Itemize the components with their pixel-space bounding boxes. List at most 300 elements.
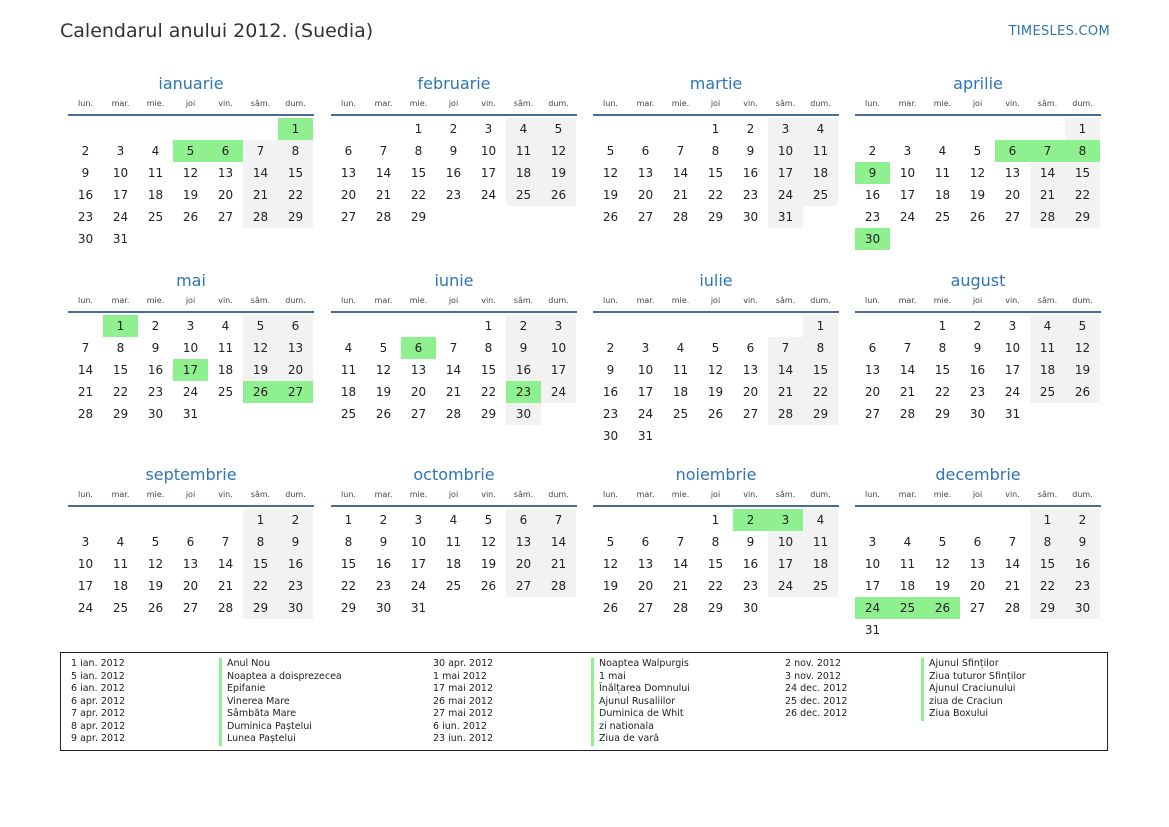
day-cell[interactable]: 11 [899,557,916,571]
day-cell[interactable]: 15 [278,162,313,184]
day-cell[interactable]: 19 [602,188,619,202]
day-cell[interactable]: 1 [344,513,353,527]
day-cell[interactable]: 14 [445,363,462,377]
day-cell[interactable]: 17 [768,162,803,184]
day-cell[interactable]: 25 [803,184,838,206]
day-cell[interactable]: 12 [602,166,619,180]
day-cell[interactable]: 3 [541,315,576,337]
day-cell[interactable]: 13 [969,557,986,571]
day-cell[interactable]: 20 [742,385,759,399]
day-cell[interactable]: 21 [217,579,234,593]
day-cell[interactable]: 19 [541,162,576,184]
day-cell[interactable]: 17 [637,385,654,399]
day-cell[interactable]: 13 [1004,166,1021,180]
day-cell[interactable]: 19 [182,188,199,202]
day-cell[interactable]: 10 [1004,341,1021,355]
day-cell[interactable]: 27 [742,407,759,421]
day-cell[interactable]: 5 [484,513,493,527]
day-cell[interactable]: 24 [768,184,803,206]
day-cell[interactable]: 2 [746,122,755,136]
day-cell[interactable]: 5 [938,535,947,549]
holiday-day-cell[interactable]: 6 [995,140,1030,162]
day-cell[interactable]: 13 [410,363,427,377]
day-cell[interactable]: 7 [449,341,458,355]
day-cell[interactable]: 26 [969,210,986,224]
day-cell[interactable]: 4 [151,144,160,158]
day-cell[interactable]: 26 [602,601,619,615]
day-cell[interactable]: 9 [379,535,388,549]
day-cell[interactable]: 21 [672,188,689,202]
day-cell[interactable]: 30 [1065,597,1100,619]
day-cell[interactable]: 25 [340,407,357,421]
holiday-day-cell[interactable]: 3 [768,509,803,531]
day-cell[interactable]: 9 [449,144,458,158]
day-cell[interactable]: 20 [1004,188,1021,202]
day-cell[interactable]: 11 [445,535,462,549]
day-cell[interactable]: 12 [182,166,199,180]
day-cell[interactable]: 10 [77,557,94,571]
day-cell[interactable]: 6 [641,144,650,158]
day-cell[interactable]: 18 [934,188,951,202]
day-cell[interactable]: 8 [484,341,493,355]
day-cell[interactable]: 17 [112,188,129,202]
day-cell[interactable]: 11 [672,363,689,377]
day-cell[interactable]: 22 [243,575,278,597]
day-cell[interactable]: 5 [973,144,982,158]
day-cell[interactable]: 6 [746,341,755,355]
day-cell[interactable]: 8 [116,341,125,355]
day-cell[interactable]: 13 [340,166,357,180]
day-cell[interactable]: 22 [480,385,497,399]
day-cell[interactable]: 26 [147,601,164,615]
day-cell[interactable]: 22 [707,579,724,593]
day-cell[interactable]: 20 [969,579,986,593]
day-cell[interactable]: 26 [541,184,576,206]
day-cell[interactable]: 21 [1004,579,1021,593]
day-cell[interactable]: 13 [637,557,654,571]
day-cell[interactable]: 8 [1030,531,1065,553]
day-cell[interactable]: 28 [672,601,689,615]
day-cell[interactable]: 22 [410,188,427,202]
day-cell[interactable]: 29 [803,403,838,425]
day-cell[interactable]: 9 [746,144,755,158]
day-cell[interactable]: 9 [1065,531,1100,553]
day-cell[interactable]: 13 [742,363,759,377]
day-cell[interactable]: 22 [278,184,313,206]
day-cell[interactable]: 3 [1008,319,1017,333]
day-cell[interactable]: 5 [151,535,160,549]
day-cell[interactable]: 12 [1065,337,1100,359]
day-cell[interactable]: 20 [340,188,357,202]
day-cell[interactable]: 20 [506,553,541,575]
day-cell[interactable]: 28 [243,206,278,228]
day-cell[interactable]: 26 [375,407,392,421]
day-cell[interactable]: 25 [217,385,234,399]
day-cell[interactable]: 18 [672,385,689,399]
day-cell[interactable]: 10 [637,363,654,377]
day-cell[interactable]: 20 [637,579,654,593]
day-cell[interactable]: 24 [899,210,916,224]
day-cell[interactable]: 23 [969,385,986,399]
holiday-day-cell[interactable]: 5 [173,140,208,162]
day-cell[interactable]: 2 [506,315,541,337]
day-cell[interactable]: 17 [410,557,427,571]
day-cell[interactable]: 22 [112,385,129,399]
day-cell[interactable]: 10 [864,557,881,571]
day-cell[interactable]: 12 [602,557,619,571]
day-cell[interactable]: 5 [1065,315,1100,337]
day-cell[interactable]: 1 [243,509,278,531]
day-cell[interactable]: 5 [606,535,615,549]
day-cell[interactable]: 16 [742,166,759,180]
day-cell[interactable]: 19 [969,188,986,202]
day-cell[interactable]: 9 [278,531,313,553]
day-cell[interactable]: 12 [147,557,164,571]
day-cell[interactable]: 6 [344,144,353,158]
day-cell[interactable]: 17 [768,553,803,575]
day-cell[interactable]: 11 [340,363,357,377]
holiday-day-cell[interactable]: 1 [278,118,313,140]
day-cell[interactable]: 22 [707,188,724,202]
day-cell[interactable]: 15 [243,553,278,575]
day-cell[interactable]: 23 [1065,575,1100,597]
day-cell[interactable]: 29 [707,210,724,224]
day-cell[interactable]: 14 [541,531,576,553]
day-cell[interactable]: 4 [803,509,838,531]
day-cell[interactable]: 25 [1030,381,1065,403]
day-cell[interactable]: 8 [344,535,353,549]
day-cell[interactable]: 23 [375,579,392,593]
day-cell[interactable]: 2 [973,319,982,333]
day-cell[interactable]: 25 [506,184,541,206]
day-cell[interactable]: 15 [340,557,357,571]
holiday-day-cell[interactable]: 1 [103,315,138,337]
day-cell[interactable]: 4 [116,535,125,549]
holiday-day-cell[interactable]: 30 [855,228,890,250]
day-cell[interactable]: 14 [672,557,689,571]
day-cell[interactable]: 9 [973,341,982,355]
day-cell[interactable]: 22 [340,579,357,593]
day-cell[interactable]: 21 [77,385,94,399]
day-cell[interactable]: 5 [541,118,576,140]
day-cell[interactable]: 3 [414,513,423,527]
day-cell[interactable]: 28 [375,210,392,224]
day-cell[interactable]: 20 [410,385,427,399]
day-cell[interactable]: 3 [903,144,912,158]
day-cell[interactable]: 12 [480,535,497,549]
day-cell[interactable]: 16 [278,553,313,575]
day-cell[interactable]: 31 [637,429,654,443]
day-cell[interactable]: 4 [221,319,230,333]
day-cell[interactable]: 7 [81,341,90,355]
day-cell[interactable]: 12 [969,166,986,180]
day-cell[interactable]: 10 [182,341,199,355]
day-cell[interactable]: 15 [803,359,838,381]
day-cell[interactable]: 1 [1030,509,1065,531]
holiday-day-cell[interactable]: 26 [925,597,960,619]
day-cell[interactable]: 7 [768,337,803,359]
day-cell[interactable]: 17 [480,166,497,180]
day-cell[interactable]: 11 [934,166,951,180]
day-cell[interactable]: 12 [934,557,951,571]
day-cell[interactable]: 16 [77,188,94,202]
day-cell[interactable]: 14 [217,557,234,571]
day-cell[interactable]: 19 [1065,359,1100,381]
holiday-day-cell[interactable]: 17 [173,359,208,381]
day-cell[interactable]: 18 [112,579,129,593]
day-cell[interactable]: 19 [707,385,724,399]
day-cell[interactable]: 8 [414,144,423,158]
day-cell[interactable]: 11 [147,166,164,180]
day-cell[interactable]: 28 [1030,206,1065,228]
day-cell[interactable]: 10 [899,166,916,180]
holiday-day-cell[interactable]: 6 [401,337,436,359]
day-cell[interactable]: 30 [77,232,94,246]
day-cell[interactable]: 15 [707,166,724,180]
day-cell[interactable]: 7 [676,144,685,158]
day-cell[interactable]: 18 [445,557,462,571]
day-cell[interactable]: 30 [742,210,759,224]
day-cell[interactable]: 31 [1004,407,1021,421]
day-cell[interactable]: 4 [903,535,912,549]
holiday-day-cell[interactable]: 27 [278,381,313,403]
day-cell[interactable]: 2 [1065,509,1100,531]
day-cell[interactable]: 25 [672,407,689,421]
day-cell[interactable]: 9 [81,166,90,180]
day-cell[interactable]: 8 [711,535,720,549]
day-cell[interactable]: 5 [711,341,720,355]
day-cell[interactable]: 13 [278,337,313,359]
day-cell[interactable]: 14 [375,166,392,180]
day-cell[interactable]: 23 [864,210,881,224]
day-cell[interactable]: 17 [77,579,94,593]
day-cell[interactable]: 28 [541,575,576,597]
day-cell[interactable]: 10 [410,535,427,549]
day-cell[interactable]: 16 [602,385,619,399]
day-cell[interactable]: 21 [899,385,916,399]
day-cell[interactable]: 1 [1065,118,1100,140]
day-cell[interactable]: 27 [217,210,234,224]
day-cell[interactable]: 28 [77,407,94,421]
day-cell[interactable]: 8 [803,337,838,359]
day-cell[interactable]: 11 [803,531,838,553]
day-cell[interactable]: 23 [602,407,619,421]
day-cell[interactable]: 18 [147,188,164,202]
day-cell[interactable]: 3 [81,535,90,549]
day-cell[interactable]: 12 [707,363,724,377]
day-cell[interactable]: 1 [711,513,720,527]
day-cell[interactable]: 16 [445,166,462,180]
day-cell[interactable]: 17 [899,188,916,202]
day-cell[interactable]: 11 [217,341,234,355]
day-cell[interactable]: 14 [899,363,916,377]
day-cell[interactable]: 15 [707,557,724,571]
day-cell[interactable]: 17 [541,359,576,381]
day-cell[interactable]: 23 [147,385,164,399]
day-cell[interactable]: 16 [969,363,986,377]
day-cell[interactable]: 14 [1030,162,1065,184]
day-cell[interactable]: 19 [934,579,951,593]
day-cell[interactable]: 29 [278,206,313,228]
day-cell[interactable]: 16 [506,359,541,381]
day-cell[interactable]: 29 [1065,206,1100,228]
day-cell[interactable]: 3 [868,535,877,549]
day-cell[interactable]: 11 [803,140,838,162]
day-cell[interactable]: 1 [711,122,720,136]
day-cell[interactable]: 9 [746,535,755,549]
day-cell[interactable]: 31 [410,601,427,615]
day-cell[interactable]: 2 [151,319,160,333]
day-cell[interactable]: 27 [182,601,199,615]
day-cell[interactable]: 8 [938,341,947,355]
day-cell[interactable]: 10 [541,337,576,359]
day-cell[interactable]: 19 [243,359,278,381]
day-cell[interactable]: 9 [606,363,615,377]
day-cell[interactable]: 24 [410,579,427,593]
day-cell[interactable]: 28 [899,407,916,421]
day-cell[interactable]: 14 [77,363,94,377]
day-cell[interactable]: 18 [899,579,916,593]
day-cell[interactable]: 14 [768,359,803,381]
day-cell[interactable]: 27 [506,575,541,597]
day-cell[interactable]: 1 [484,319,493,333]
day-cell[interactable]: 12 [243,337,278,359]
day-cell[interactable]: 27 [637,210,654,224]
day-cell[interactable]: 1 [803,315,838,337]
day-cell[interactable]: 24 [112,210,129,224]
day-cell[interactable]: 3 [484,122,493,136]
day-cell[interactable]: 2 [449,122,458,136]
holiday-day-cell[interactable]: 26 [243,381,278,403]
day-cell[interactable]: 20 [278,359,313,381]
day-cell[interactable]: 10 [768,531,803,553]
day-cell[interactable]: 6 [973,535,982,549]
day-cell[interactable]: 5 [379,341,388,355]
day-cell[interactable]: 3 [768,118,803,140]
day-cell[interactable]: 24 [182,385,199,399]
day-cell[interactable]: 6 [506,509,541,531]
day-cell[interactable]: 16 [742,557,759,571]
day-cell[interactable]: 27 [1004,210,1021,224]
day-cell[interactable]: 18 [1030,359,1065,381]
day-cell[interactable]: 28 [768,403,803,425]
day-cell[interactable]: 23 [742,579,759,593]
day-cell[interactable]: 29 [1030,597,1065,619]
day-cell[interactable]: 30 [147,407,164,421]
day-cell[interactable]: 22 [934,385,951,399]
day-cell[interactable]: 23 [742,188,759,202]
day-cell[interactable]: 11 [1030,337,1065,359]
day-cell[interactable]: 16 [864,188,881,202]
day-cell[interactable]: 25 [445,579,462,593]
day-cell[interactable]: 28 [1004,601,1021,615]
day-cell[interactable]: 16 [375,557,392,571]
holiday-day-cell[interactable]: 23 [506,381,541,403]
day-cell[interactable]: 17 [1004,363,1021,377]
day-cell[interactable]: 11 [506,140,541,162]
day-cell[interactable]: 7 [243,140,278,162]
day-cell[interactable]: 15 [1030,553,1065,575]
day-cell[interactable]: 4 [1030,315,1065,337]
day-cell[interactable]: 7 [1008,535,1017,549]
day-cell[interactable]: 12 [541,140,576,162]
day-cell[interactable]: 24 [1004,385,1021,399]
day-cell[interactable]: 19 [602,579,619,593]
day-cell[interactable]: 20 [864,385,881,399]
day-cell[interactable]: 13 [182,557,199,571]
day-cell[interactable]: 25 [803,575,838,597]
day-cell[interactable]: 26 [602,210,619,224]
day-cell[interactable]: 27 [340,210,357,224]
day-cell[interactable]: 26 [1065,381,1100,403]
day-cell[interactable]: 2 [379,513,388,527]
day-cell[interactable]: 9 [506,337,541,359]
day-cell[interactable]: 22 [1065,184,1100,206]
day-cell[interactable]: 16 [147,363,164,377]
day-cell[interactable]: 25 [147,210,164,224]
day-cell[interactable]: 15 [1065,162,1100,184]
day-cell[interactable]: 13 [637,166,654,180]
day-cell[interactable]: 20 [182,579,199,593]
holiday-day-cell[interactable]: 6 [208,140,243,162]
day-cell[interactable]: 16 [1065,553,1100,575]
day-cell[interactable]: 7 [903,341,912,355]
day-cell[interactable]: 30 [278,597,313,619]
day-cell[interactable]: 20 [217,188,234,202]
day-cell[interactable]: 7 [379,144,388,158]
day-cell[interactable]: 29 [480,407,497,421]
day-cell[interactable]: 23 [278,575,313,597]
day-cell[interactable]: 18 [340,385,357,399]
day-cell[interactable]: 24 [541,381,576,403]
day-cell[interactable]: 14 [1004,557,1021,571]
day-cell[interactable]: 2 [868,144,877,158]
day-cell[interactable]: 2 [81,144,90,158]
day-cell[interactable]: 2 [278,509,313,531]
brand-link[interactable]: TIMESLES.COM [1008,24,1110,39]
day-cell[interactable]: 6 [641,535,650,549]
day-cell[interactable]: 3 [641,341,650,355]
day-cell[interactable]: 15 [112,363,129,377]
day-cell[interactable]: 6 [186,535,195,549]
day-cell[interactable]: 11 [112,557,129,571]
day-cell[interactable]: 21 [243,184,278,206]
day-cell[interactable]: 4 [676,341,685,355]
day-cell[interactable]: 5 [243,315,278,337]
day-cell[interactable]: 21 [1030,184,1065,206]
holiday-day-cell[interactable]: 7 [1030,140,1065,162]
day-cell[interactable]: 27 [410,407,427,421]
day-cell[interactable]: 21 [541,553,576,575]
day-cell[interactable]: 31 [182,407,199,421]
day-cell[interactable]: 29 [934,407,951,421]
day-cell[interactable]: 28 [445,407,462,421]
day-cell[interactable]: 4 [344,341,353,355]
day-cell[interactable]: 31 [864,623,881,637]
day-cell[interactable]: 30 [506,403,541,425]
day-cell[interactable]: 30 [742,601,759,615]
day-cell[interactable]: 25 [112,601,129,615]
day-cell[interactable]: 18 [217,363,234,377]
day-cell[interactable]: 23 [445,188,462,202]
day-cell[interactable]: 25 [934,210,951,224]
day-cell[interactable]: 6 [278,315,313,337]
day-cell[interactable]: 19 [480,557,497,571]
day-cell[interactable]: 27 [969,601,986,615]
day-cell[interactable]: 23 [77,210,94,224]
day-cell[interactable]: 29 [410,210,427,224]
holiday-day-cell[interactable]: 9 [855,162,890,184]
